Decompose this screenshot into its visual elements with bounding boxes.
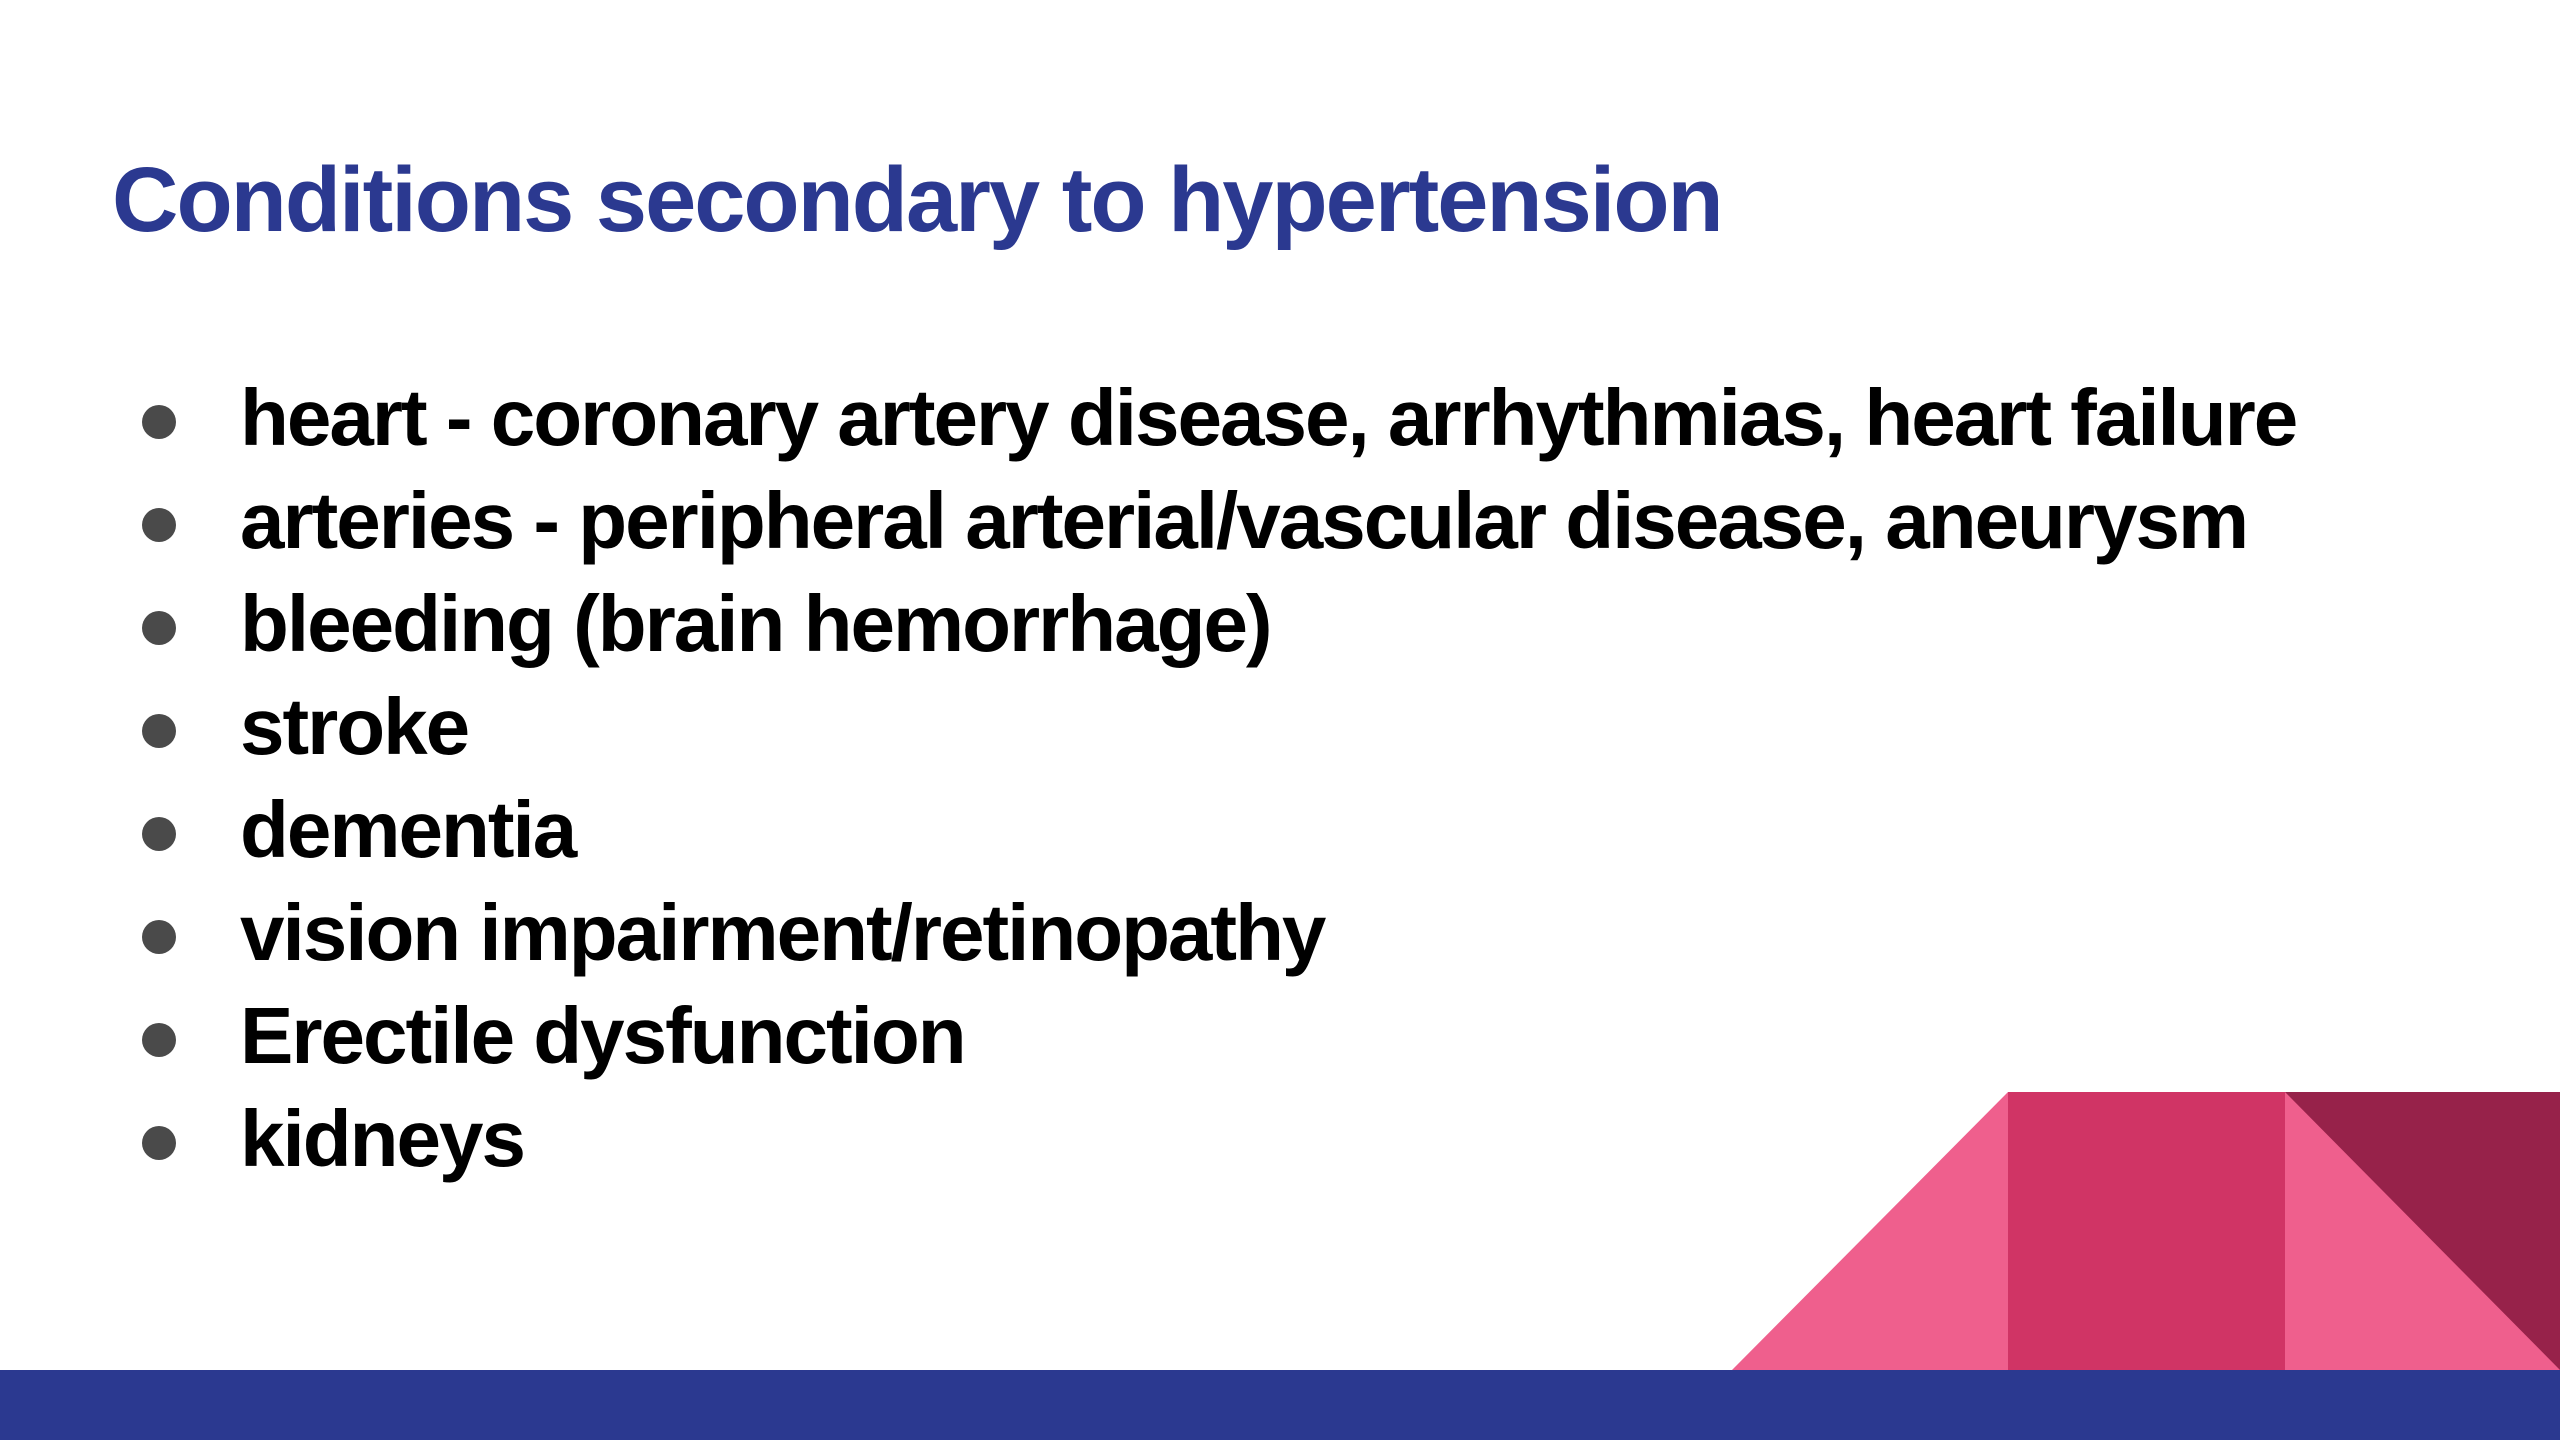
decor-pink-light-triangle xyxy=(1732,1092,2008,1370)
bullet-text: arteries - peripheral arterial/vascular disease, aneurysm xyxy=(240,476,2248,565)
bullet-text: dementia xyxy=(240,785,576,874)
bullet-text: Erectile dysfunction xyxy=(240,991,965,1080)
bullet-text: stroke xyxy=(240,682,469,771)
bullet-text: bleeding (brain hemorrhage) xyxy=(240,579,1271,668)
bullet-text: vision impairment/retinopathy xyxy=(240,888,1325,977)
decor-pink-mid-block xyxy=(2008,1092,2285,1370)
bullet-text: kidneys xyxy=(240,1094,524,1183)
slide-title: Conditions secondary to hypertension xyxy=(112,149,1722,251)
bullet-text: heart - coronary artery disease, arrhythmias, heart failure xyxy=(240,373,2297,462)
footer-bar xyxy=(0,1370,2560,1440)
